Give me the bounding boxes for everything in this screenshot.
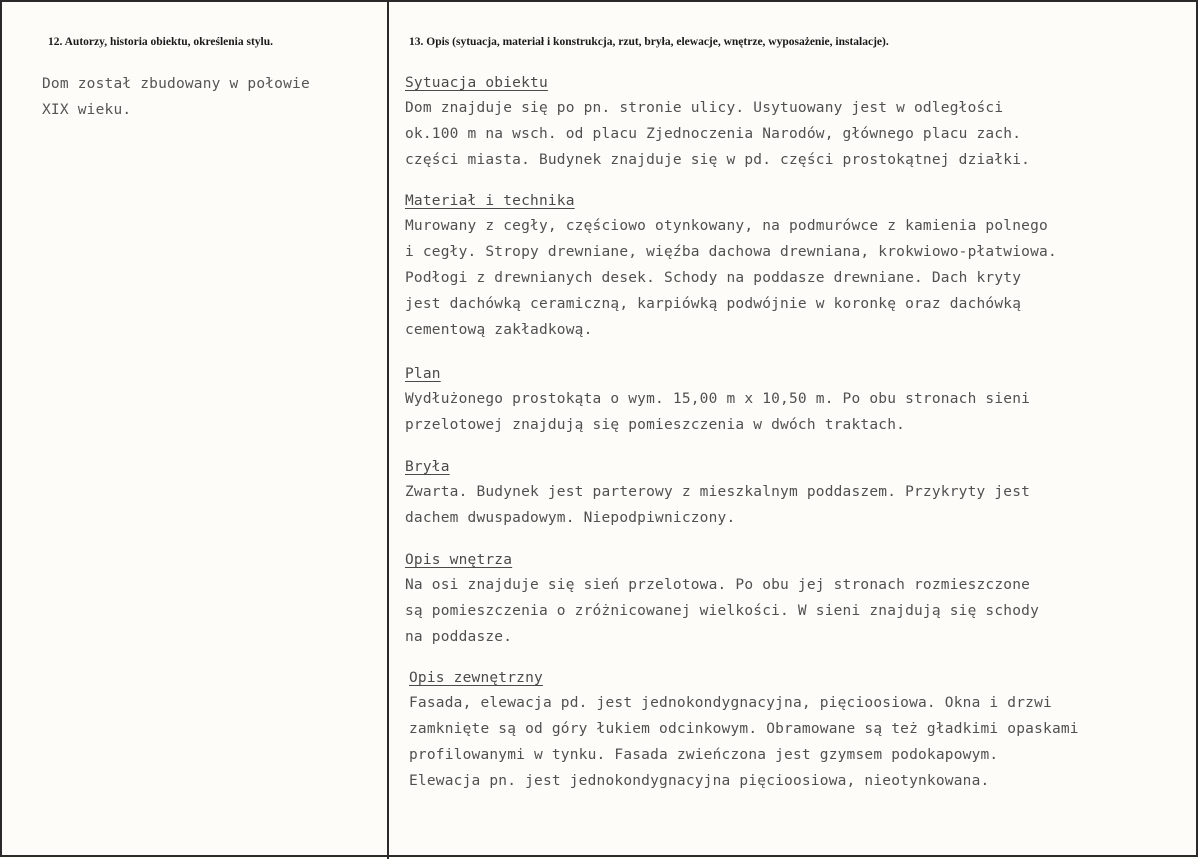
- section-line: Na osi znajduje się sień przelotowa. Po obu jej stronach rozmieszczone: [405, 577, 1031, 593]
- section-line: ok.100 m na wsch. od placu Zjednoczenia Narodów, głównego placu zach.: [405, 126, 1022, 142]
- section-line: Podłogi z drewnianych desek. Schody na poddasze drewniane. Dach kryty: [405, 270, 1022, 286]
- section-situation: [405, 71, 1185, 173]
- section-line: dachem dwuspadowym. Niepodpiwniczony.: [405, 510, 736, 526]
- section-line: na poddasze.: [405, 629, 513, 645]
- column-divider: [387, 2, 389, 859]
- section-line: cementową zakładkową.: [405, 322, 593, 338]
- section-line: Dom znajduje się po pn. stronie ulicy. Usytuowany jest w odległości: [405, 100, 1004, 116]
- section-line: części miasta. Budynek znajduje się w pd. części prostokątnej działki.: [405, 152, 1031, 168]
- right-column-header: 13. Opis (sytuacja, materiał i konstrukcja, rzut, bryła, elewacje, wnętrze, wyposażenie, instalacje).: [409, 36, 889, 48]
- section-title: Plan: [405, 366, 441, 382]
- section-massing: [405, 455, 1185, 531]
- section-title: Materiał i technika: [405, 193, 575, 209]
- left-column-header: 12. Autorzy, historia obiektu, określenia stylu.: [48, 36, 274, 48]
- section-line: profilowanymi w tynku. Fasada zwieńczona jest gzymsem podokapowym.: [409, 747, 999, 763]
- section-title: Opis wnętrza: [405, 552, 513, 568]
- history-line: Dom został zbudowany w połowie: [42, 76, 310, 92]
- section-line: Murowany z cegły, częściowo otynkowany, na podmurówce z kamienia polnego: [405, 218, 1048, 234]
- section-line: i cegły. Stropy drewniane, więźba dachowa drewniana, krokwiowo-płatwiowa.: [405, 244, 1057, 260]
- section-exterior: [409, 666, 1189, 794]
- section-line: Zwarta. Budynek jest parterowy z mieszkalnym poddaszem. Przykryty jest: [405, 484, 1031, 500]
- section-plan: [405, 362, 1185, 438]
- section-line: zamknięte są od góry łukiem odcinkowym. Obramowane są też gładkimi opaskami: [409, 721, 1079, 737]
- section-line: Elewacja pn. jest jednokondygnacyjna pięcioosiowa, nieotynkowana.: [409, 773, 990, 789]
- section-line: są pomieszczenia o zróżnicowanej wielkości. W sieni znajdują się schody: [405, 603, 1040, 619]
- section-interior: [405, 548, 1185, 650]
- history-text: [42, 71, 372, 123]
- section-material: [405, 189, 1185, 343]
- section-title: Opis zewnętrzny: [409, 670, 543, 686]
- section-line: Wydłużonego prostokąta o wym. 15,00 m x 10,50 m. Po obu stronach sieni: [405, 391, 1031, 407]
- section-title: Sytuacja obiektu: [405, 75, 548, 91]
- section-line: przelotowej znajdują się pomieszczenia w dwóch traktach.: [405, 417, 906, 433]
- section-title: Bryła: [405, 459, 450, 475]
- section-line: jest dachówką ceramiczną, karpiówką podwójnie w koronkę oraz dachówką: [405, 296, 1022, 312]
- section-line: Fasada, elewacja pd. jest jednokondygnacyjna, pięcioosiowa. Okna i drzwi: [409, 695, 1052, 711]
- history-line: XIX wieku.: [42, 102, 132, 118]
